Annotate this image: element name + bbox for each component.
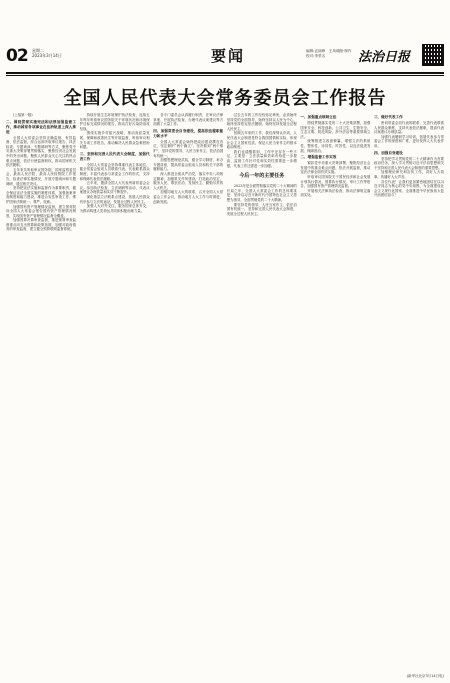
paragraph: 加强预算决算审查监督，推进预算审查监督重点向支出预算和政策拓展，加强对政府债务的审查监督，建立健全预算联网监督系统。 — [6, 218, 76, 232]
paragraph: 开展相关法律执法检查，推动法律规定落到实处。 — [300, 188, 371, 198]
paragraph: 深入推进全面从严治党，落实中央八项规定精神，加强机关作风建设，打造政治坚定、服务人民、尊崇法治、发扬民主、勤勉尽责的人大机关。 — [153, 171, 224, 190]
paragraph: 加强理论研究和宣传工作，讲好人大故事，传播好人大声音。 — [373, 170, 444, 179]
paragraph: 全国人大常委会坚持尊重代表主体地位，健全常委会组成人员联系代表、代表联系群众制度，丰富代表参与常委会工作的形式，支持和保障代表依法履职。 — [79, 162, 150, 181]
article-column-3 — [153, 113, 223, 678]
paragraph: 围绕贯彻落实党的二十大决策部署，加强国家安全、科技创新、公共卫生、生物安全、生态文明、防范风险、涉外法治等重要领域立法。 — [300, 121, 371, 139]
source-note: (新华社北京3月14日电) — [406, 674, 444, 678]
mid-heading: 今后一年的主要任务 — [239, 173, 285, 180]
paragraph: 统筹推进立改废释纂，增强立法的系统性、整体性、协同性、时效性，以良法促进发展、保障善治。 — [300, 139, 371, 153]
paragraph: 密切常委会同代表的联系，完善代表联系人民群众制度，支持代表依法履职，提高代表议案建议办理质量。 — [373, 121, 444, 135]
paragraph: 全国人大常委会始终把政治建设摆在首位，坚定拥护“两个确立”、坚决做到“两个维护”，坚持党的领导、人民当家作主、依法治国有机统一。 — [153, 139, 224, 158]
paragraph: (上接第一版) — [13, 113, 33, 117]
issue-date: 2023年3月14日 — [32, 53, 62, 58]
paragraph: 要坚持党的领导、人民当家作主、依法治国有机统一，坚持和完善人民代表大会制度，发展全过程人民民主。 — [226, 202, 297, 216]
header-rule — [6, 72, 444, 74]
paragraph: 加强人大对外交往，服务国家总体外交，为推动构建人类命运共同体积极贡献力量。 — [79, 204, 150, 213]
section-title: 要闻 — [211, 47, 246, 65]
paragraph: 加强同地方人大的联系，召开全国人大常委会工作会议，推动地方人大工作与时俱进、创新发展。 — [153, 190, 224, 204]
paragraph: 坚持把学习贯彻党的二十大精神作为首要政治任务，深入学习贯彻习近平法治思想和关于坚持和完善人民代表大会制度的重要思想。 — [373, 156, 444, 170]
paragraph: 2023年是全面贯彻落实党的二十大精神的开局之年，全国人大常委会工作的总体要求是：坚持以习近平新时代中国特色社会主义思想为指导，全面贯彻党的二十大精神。 — [226, 184, 297, 202]
article-column-2 — [80, 113, 150, 678]
paragraph: 紧扣党中央重大决策部署，聚焦经济社会发展中的重点难点问题，依法开展监督，推动宪法法律全面有效实施。 — [300, 161, 371, 175]
qr-code-icon — [422, 44, 444, 66]
headline: 全国人民代表大会常务委员会工作报告 — [63, 88, 387, 109]
header-rule-thin — [6, 75, 444, 76]
article-column-5 — [300, 113, 370, 678]
paragraph: 加强思想理论武装，健全学习制度，举办专题讲座，提高常委会组成人员和机关干部的履职能力。 — [153, 158, 224, 172]
paragraph: 加强国有资产管理情况监督，建立国务院向全国人大常委会报告国有资产管理情况制度，实现国有资产管理情况监督全覆盖。 — [6, 204, 76, 218]
paragraph: 五年来共听取审议国务院、国家监察委员会、最高人民法院、最高人民检察院工作报告，检查法律实施情况，开展专题询问和专题调研，通过相关决议。 — [6, 167, 76, 186]
paragraph: 深化基层立法联系点建设，拓展人民群众有序参与立法的途径，发展全过程人民民主。 — [79, 194, 150, 204]
paragraph: 持续开展生态环境保护执法检查，连续五年每年听取审议国务院关于环境状况和环境保护目标完成情况的报告，推动打好污染防治攻坚战。 — [79, 113, 150, 131]
section-subheading: 二、增强监督工作实效 — [300, 155, 337, 160]
section-subheading: 二、围绕贯彻实施宪法和法律加强监督工作，推动国家各项事业在法治轨道上深入推进 — [6, 119, 76, 134]
paragraph: 回顾五年来的工作，我们深刻认识到，人民代表大会制度是符合我国国情和实际、体现社会主义国家性质、保证人民当家作主的根本政治制度。 — [226, 131, 297, 150]
paragraph: 坚持把宪法实施和监督作为重要职责，健全保证宪法全面实施的制度体系，加强备案审查制度和能力建设，推进合宪性审查工作，维护国家法制统一、尊严、权威。 — [6, 186, 76, 204]
editor-line: 编辑:孟丽珍 王凤瑜版·制作 — [306, 49, 352, 53]
paragraph: 五年来，邀请全国人大代表列席常委会会议，参加执法检查、立法调研等活动，代表议案建议办理质量和实效不断提升。 — [79, 181, 150, 195]
paragraph: 我们也清醒看到，工作中还存在一些不足，主要是：立法质量和效率有待进一步提高，监督工作针对性和实效性需要进一步增强，代表工作还需进一步加强。 — [226, 149, 297, 168]
paragraph: 过去五年的工作经验弥足珍贵，必须始终坚持党的全面领导，始终坚持以人民为中心，始终坚持依宪依法履职，始终坚持发展全过程人民民主。 — [226, 113, 297, 131]
proofreader-line: 校对:李景名 — [306, 54, 326, 58]
masthead — [6, 44, 444, 70]
paragraph: 听取审议国务院关于国民经济和社会发展计划执行情况、预算执行情况、审计工作等报告，加强国有资产管理情况监督。 — [300, 174, 371, 189]
date-block — [32, 48, 62, 58]
weekday: 星期二 — [32, 48, 44, 53]
paragraph: 围绕实施乡村振兴战略、推动高质量发展、保障和改善民生等开展监督，听取审议相关专项工作报告，推动解决人民群众急难愁盼问题。 — [79, 131, 150, 150]
newspaper-logo: 法治日报 — [358, 50, 411, 65]
article-column-4 — [227, 113, 297, 678]
paragraph: 全国人大常委会坚持正确监督、有效监督、依法监督，综合运用听取审议报告、执法检查、专题询问、专题调研等方式，聚焦党中央重大决策部署贯彻落实，聚焦经济社会发展中的突出问题，聚焦人民群众关心关注的热点难点问题，依法行使监督职权，推动国家机关依法履职。 — [6, 135, 76, 168]
section-subheading: 四、加强常委会自身建设，提高依法履职能力和水平 — [153, 128, 224, 138]
page-number: 02 — [6, 46, 28, 66]
paragraph: 各专门委员会认真履行职责，在审议法律草案、开展执法检查、办理代表议案建议等方面做了大量工作。 — [153, 113, 224, 127]
editor-credits — [306, 49, 351, 59]
paragraph: 各位代表！让我们更加紧密地团结在以习近平同志为核心的党中央周围，为全面建设社会主义现代化国家、全面推进中华民族伟大复兴而团结奋斗！ — [373, 179, 444, 198]
article-column-1 — [6, 113, 76, 678]
section-subheading: 三、坚持和完善人民代表大会制度，加强代表工作 — [79, 151, 150, 161]
section-subheading: 四、加强自身建设 — [373, 150, 403, 155]
article-column-6 — [374, 113, 444, 678]
section-subheading: 一、加强重点领域立法 — [300, 115, 337, 119]
article-columns — [6, 113, 444, 678]
section-subheading: 三、做好代表工作 — [373, 115, 403, 119]
paragraph: 加强代表履职学习培训，拓展代表参与常委会工作的深度和广度，更好发挥人大代表作用。 — [373, 134, 444, 148]
